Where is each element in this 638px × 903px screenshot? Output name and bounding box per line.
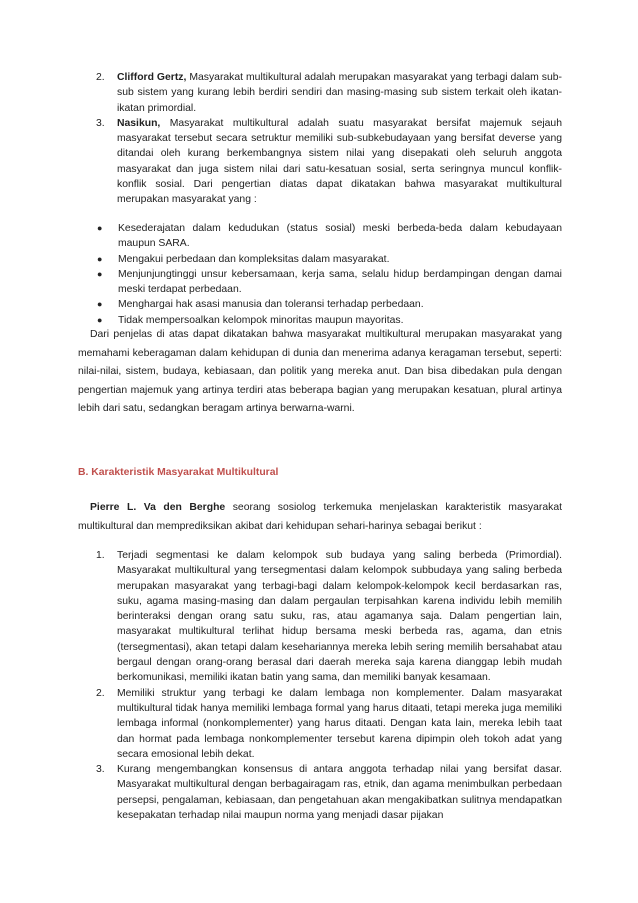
list-item: [96, 762, 562, 823]
section-heading: B. Karakteristik Masyarakat Multikultural: [78, 467, 279, 478]
list-text: Memiliki struktur yang terbagi ke dalam lembaga non komplementer. Dalam masyarakat multikultural tidak hanya memiliki lembaga formal yang harus ditaati, tetapi mereka juga memiliki lembaga informal (nonkomplementer) yang harus ditaati. Dengan kata lain, mereka lebih taat dan hormat pada lembaga nonkomplementer tersebut karena dipimpin oleh tokoh adat yang secara emosional lebih dekat.: [117, 687, 562, 760]
list-text: Terjadi segmentasi ke dalam kelompok sub budaya yang saling berbeda (Primordial). Masyarakat multikultural yang tersegmentasi dalam kelompok subbudaya yang saling berbeda merupakan masyarakat yang terbagi-bagi dalam kelompok-kelompok kecil berdasarkan ras, suku, agama masing-masing dan dalam pergaulan terpisahkan karena individu lebih memilih berinteraksi dengan orang satu suku, ras, atau agamanya saja. Dalam pengertian lain, masyarakat multikultural terlihat hidup bersama meski berbeda ras, agama, dan etnis (tersegmentasi), akan tetapi dalam kesehariannya mereka lebih sering memilih bersahabat atau bergaul dengan orang-orang berasal dari daerah mereka saja karena dianggap lebih mudah berkomunikasi, memiliki ikatan batin yang sama, dan memiliki banyak kesamaan.: [117, 550, 562, 684]
bullet-icon: ●: [97, 314, 103, 325]
author-name: Pierre L. Va den Berghe: [90, 502, 226, 513]
bullet-item: ● Kesederajatan dalam kedudukan (status sosial) meski berbeda-beda dalam kebudayaan maupun SARA.: [97, 223, 562, 250]
bullet-item: ● Mengakui perbedaan dan kompleksitas dalam masyarakat.: [96, 252, 562, 267]
bullet-item: ● Menjunjungtinggi unsur kebersamaan, kerja sama, selalu hidup berdampingan dengan damai meski terdapat perbedaan.: [97, 268, 562, 296]
definition-list: [96, 70, 562, 208]
bullet-icon: ●: [97, 253, 103, 264]
list-number: 2.: [96, 687, 105, 699]
list-number: 1.: [96, 550, 105, 561]
list-text: Kurang mengembangkan konsensus di antara anggota terhadap nilai yang bersifat dasar. Masyarakat multikultural dengan berbagairagam ras, etnik, dan agama menimbulkan perbedaan persepsi, pengalaman, kebiasaan, dan pengetahuan akan mengakibatkan sulitnya mendapatkan kesepakatan terhadap nilai maupun norma yang menjadi dasar pijakan: [117, 764, 562, 822]
list-text: Masyarakat multikultural adalah merupakan masyarakat yang terbagi dalam sub-sub sistem yang kurang lebih berdiri sendiri dan masing-masing sub sistem terkait oleh ikatan-ikatan primordial.: [117, 72, 562, 114]
summary-paragraph: Dari penjelas di atas dapat dikatakan bahwa masyarakat multikultural merupakan masyarakat yang memahami keberagaman dalam kehidupan di dunia dan menerima adanya keragaman tersebut, seperti: nilai-nilai, sistem, budaya, kebiasaan, dan politik yang mereka anut. Dan bisa dibedakan pula dengan pengertian majemuk yang artinya terdiri atas beberapa bagian yang merupakan kesatuan, plural artinya lebih dari satu, sedangkan beragam artinya berwarna-warni.: [78, 329, 562, 415]
section-intro-paragraph: Pierre L. Va den Berghe seorang sosiolog terkemuka menjelaskan karakteristik masyarakat multikultural dan memprediksikan akibat dari kehidupan sehari-harinya sebagai berikut :: [78, 502, 562, 532]
list-item: [96, 70, 562, 116]
list-number: 2.: [96, 72, 105, 83]
bullet-item: ● Menghargai hak asasi manusia dan toleransi terhadap perbedaan.: [96, 297, 562, 312]
list-item: [96, 686, 562, 762]
list-text: Masyarakat multikultural adalah suatu masyarakat bersifat majemuk sejauh masyarakat tersebut secara setruktur memiliki sub-subkebudayaan yang bersifat deverse yang ditandai oleh kurang berkembangnya sistem nilai yang disepakati oleh seluruh anggota masyarakat dan juga sistem nilai dari satu-kesatuan sosial, serta seringnya muncul konflik-konflik sosial. Dari pengertian diatas dapat dikatakan bahwa masyarakat multikultural merupakan masyarakat yang :: [117, 117, 562, 206]
list-number: 3.: [96, 117, 105, 129]
list-item: [96, 116, 562, 208]
author-name: Clifford Gertz,: [117, 72, 187, 83]
bullet-item: ● Tidak mempersoalkan kelompok minoritas maupun mayoritas.: [96, 313, 562, 328]
bullet-icon: ●: [97, 223, 103, 233]
author-name: Nasikun,: [117, 117, 161, 129]
list-number: 3.: [96, 764, 105, 776]
karakteristik-list: [96, 548, 562, 823]
bullet-icon: ●: [97, 268, 103, 279]
bullet-icon: ●: [97, 299, 103, 310]
list-item: [96, 548, 562, 686]
characteristics-bullet-list: [96, 221, 562, 328]
